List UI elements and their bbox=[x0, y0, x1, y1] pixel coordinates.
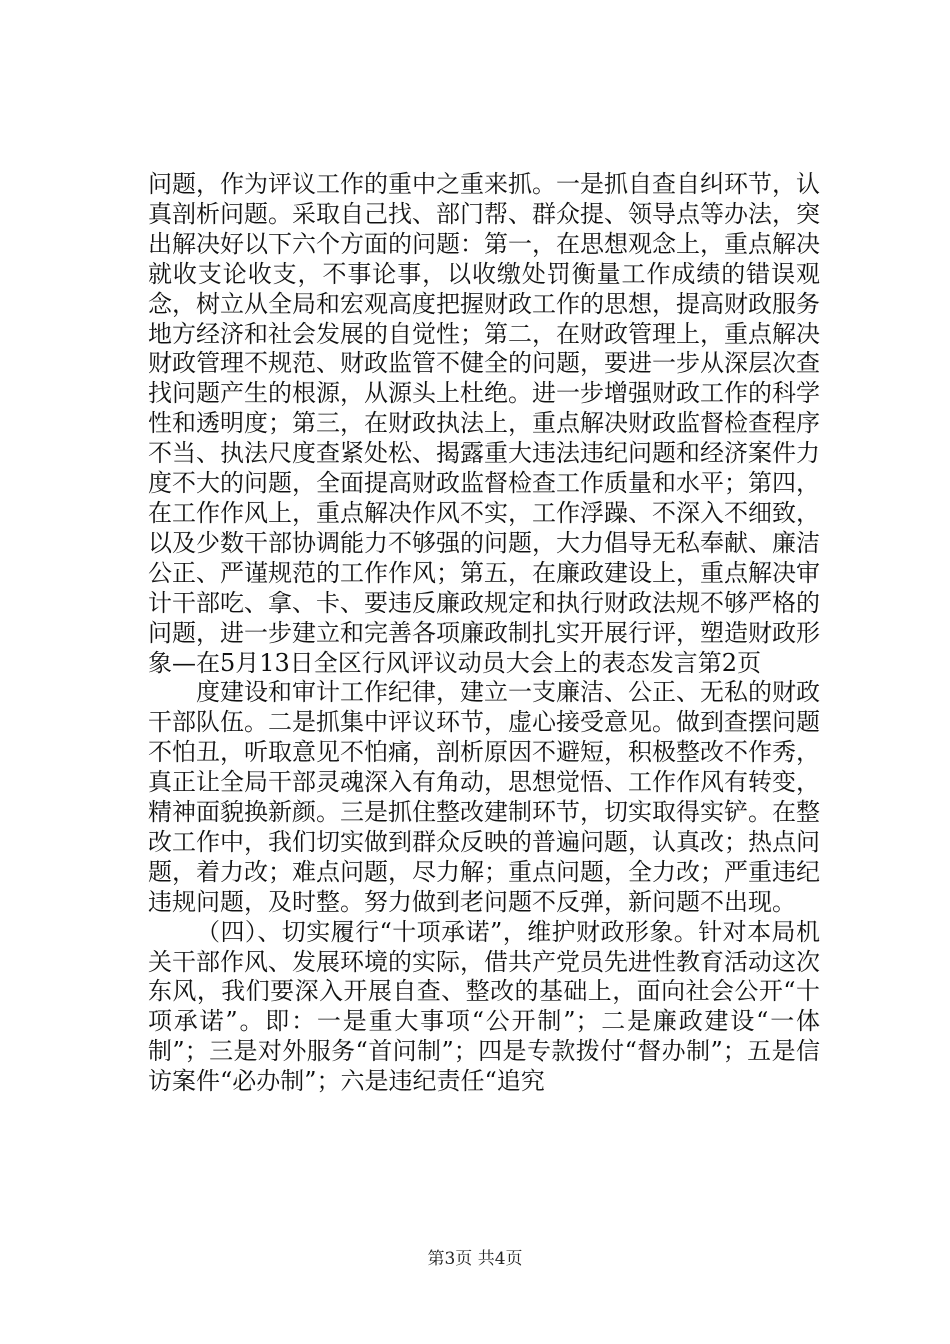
document-body bbox=[148, 170, 820, 1097]
paragraph-continuation: 问题，作为评议工作的重中之重来抓。一是抓自查自纠环节，认真剖析问题。采取自己找、部门帮、群众提、领导点等办法，突出解决好以下六个方面的问题：第一，在思想观念上，重点解决就收支论收支，不事论事，以收缴处罚衡量工作成绩的错误观念，树立从全局和宏观高度把握财政工作的思想，提高财政服务地方经济和社会发展的自觉性；第二，在财政管理上，重点解决财政管理不规范、财政监管不健全的问题，要进一步从深层次查找问题产生的根源，从源头上杜绝。进一步增强财政工作的科学性和透明度；第三，在财政执法上，重点解决财政监督检查程序不当、执法尺度查紧处松、揭露重大违法违纪问题和经济案件力度不大的问题，全面提高财政监督检查工作质量和水平；第四，在工作作风上，重点解决作风不实，工作浮躁、不深入不细致，以及少数干部协调能力不够强的问题，大力倡导无私奉献、廉洁公正、严谨规范的工作作风；第五，在廉政建设上，重点解决审计干部吃、拿、卡、要违反廉政规定和执行财政法规不够严格的问题，进一步建立和完善各项廉政制扎实开展行评，塑造财政形象—在5月13日全区行风评议动员大会上的表态发言第2页 bbox=[148, 170, 820, 677]
page-footer: 第3页 共4页 bbox=[427, 1249, 523, 1269]
paragraph-second: 度建设和审计工作纪律，建立一支廉洁、公正、无私的财政干部队伍。二是抓集中评议环节，虚心接受意见。做到查摆问题不怕丑，听取意见不怕痛，剖析原因不避短，积极整改不作秀，真正让全局干部灵魂深入有角动，思想觉悟、工作作风有转变，精神面貌换新颜。三是抓住整改建制环节，切实取得实铲。在整改工作中，我们切实做到群众反映的普遍问题，认真改；热点问题，着力改；难点问题，尽力解；重点问题，全力改；严重违纪违规问题，及时整。努力做到老问题不反弹，新问题不出现。 bbox=[148, 678, 820, 916]
paragraph-commitments: （四）、切实履行“十项承诺”，维护财政形象。针对本局机关干部作风、发展环境的实际，借共产党员先进性教育活动这次东风，我们要深入开展自查、整改的基础上，面向社会公开“十项承诺”。即：一是重大事项“公开制”；二是廉政建设“一体制”；三是对外服务“首问制”；四是专款拨付“督办制”；五是信访案件“必办制”；六是违纪责任“追究 bbox=[148, 917, 820, 1096]
